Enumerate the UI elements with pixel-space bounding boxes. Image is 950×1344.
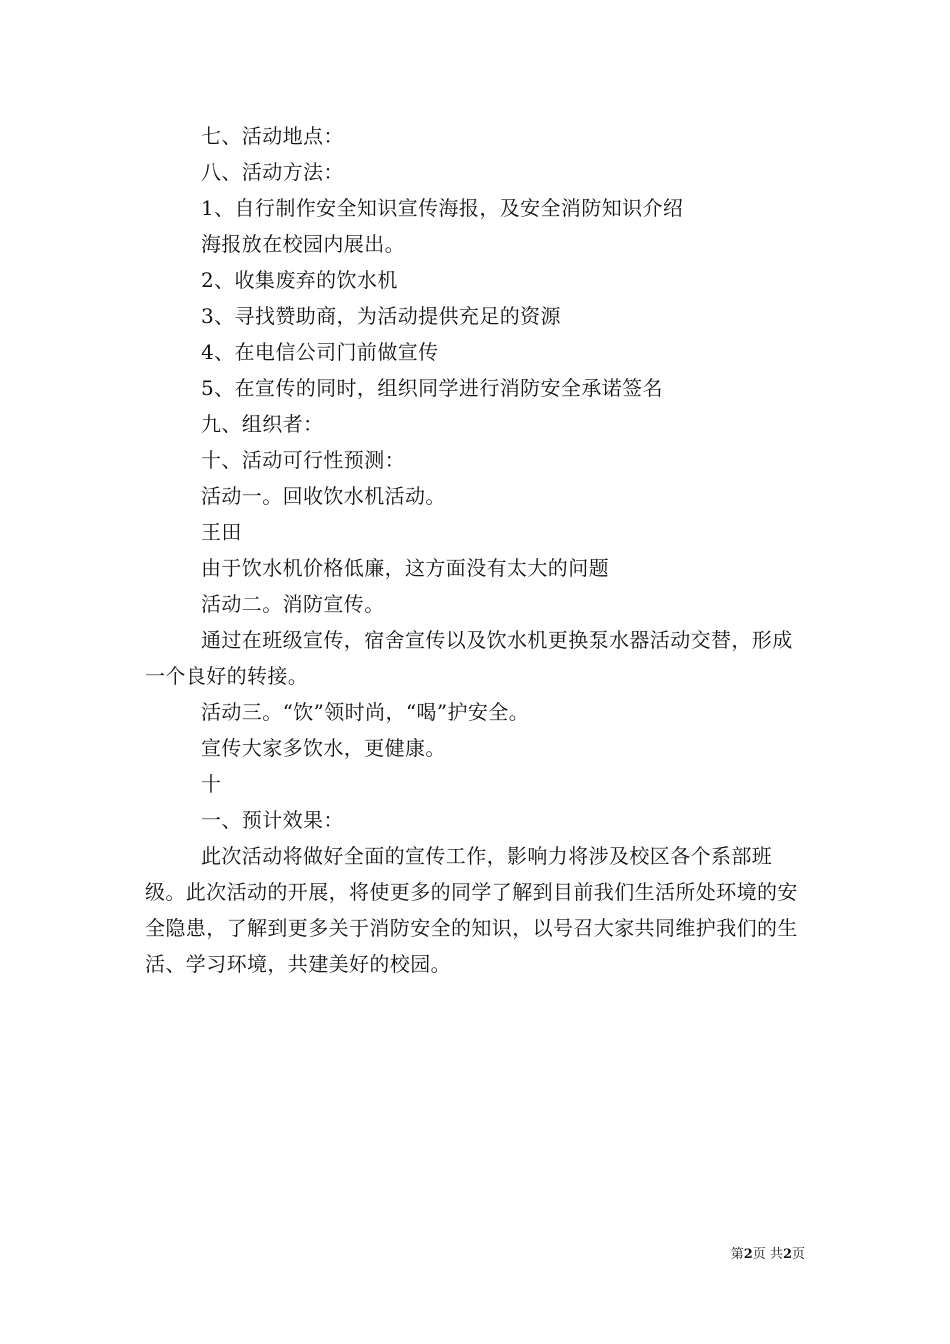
paragraph: 十、活动可行性预测： [201, 448, 405, 472]
paragraph: 七、活动地点： [201, 124, 344, 148]
paragraph: 3、寻找赞助商，为活动提供充足的资源 [201, 304, 561, 328]
footer-page-number: 2 [743, 1247, 753, 1262]
footer-prefix: 第 [730, 1247, 744, 1262]
paragraph: 九、组织者： [201, 412, 324, 436]
footer-total-pages: 2 [782, 1247, 792, 1262]
document-body [145, 118, 810, 982]
paragraph: 十 [201, 772, 222, 796]
footer-middle: 页 共 [752, 1247, 783, 1262]
paragraph: 由于饮水机价格低廉，这方面没有太大的问题 [201, 556, 609, 580]
paragraph: 活动二。消防宣传。 [201, 592, 385, 616]
paragraph: 一、预计效果： [201, 808, 344, 832]
page-footer [731, 1247, 805, 1263]
paragraph: 通过在班级宣传，宿舍宣传以及饮水机更换泵水器活动交替，形成一个良好的转接。 [145, 628, 793, 688]
paragraph: 活动一。回收饮水机活动。 [201, 484, 446, 508]
paragraph: 八、活动方法： [201, 160, 344, 184]
paragraph: 此次活动将做好全面的宣传工作，影响力将涉及校区各个系部班级。此次活动的开展，将使更多的同学了解到目前我们生活所处环境的安全隐患，了解到更多关于消防安全的知识，以号召大家共同维护我们的生活、学习环境，共建美好的校园。 [145, 844, 798, 976]
paragraph: 宣传大家多饮水，更健康。 [201, 736, 446, 760]
paragraph: 5、在宣传的同时，组织同学进行消防安全承诺签名 [201, 376, 663, 400]
footer-suffix: 页 [791, 1247, 805, 1262]
paragraph: 2、收集废弃的饮水机 [201, 268, 398, 292]
paragraph: 1、自行制作安全知识宣传海报，及安全消防知识介绍 [201, 196, 684, 220]
paragraph: 活动三。“饮”领时尚，“喝”护安全。 [201, 700, 530, 724]
paragraph: 4、在电信公司门前做宣传 [201, 340, 439, 364]
paragraph: 海报放在校园内展出。 [201, 232, 405, 256]
paragraph: 王田 [201, 520, 242, 544]
